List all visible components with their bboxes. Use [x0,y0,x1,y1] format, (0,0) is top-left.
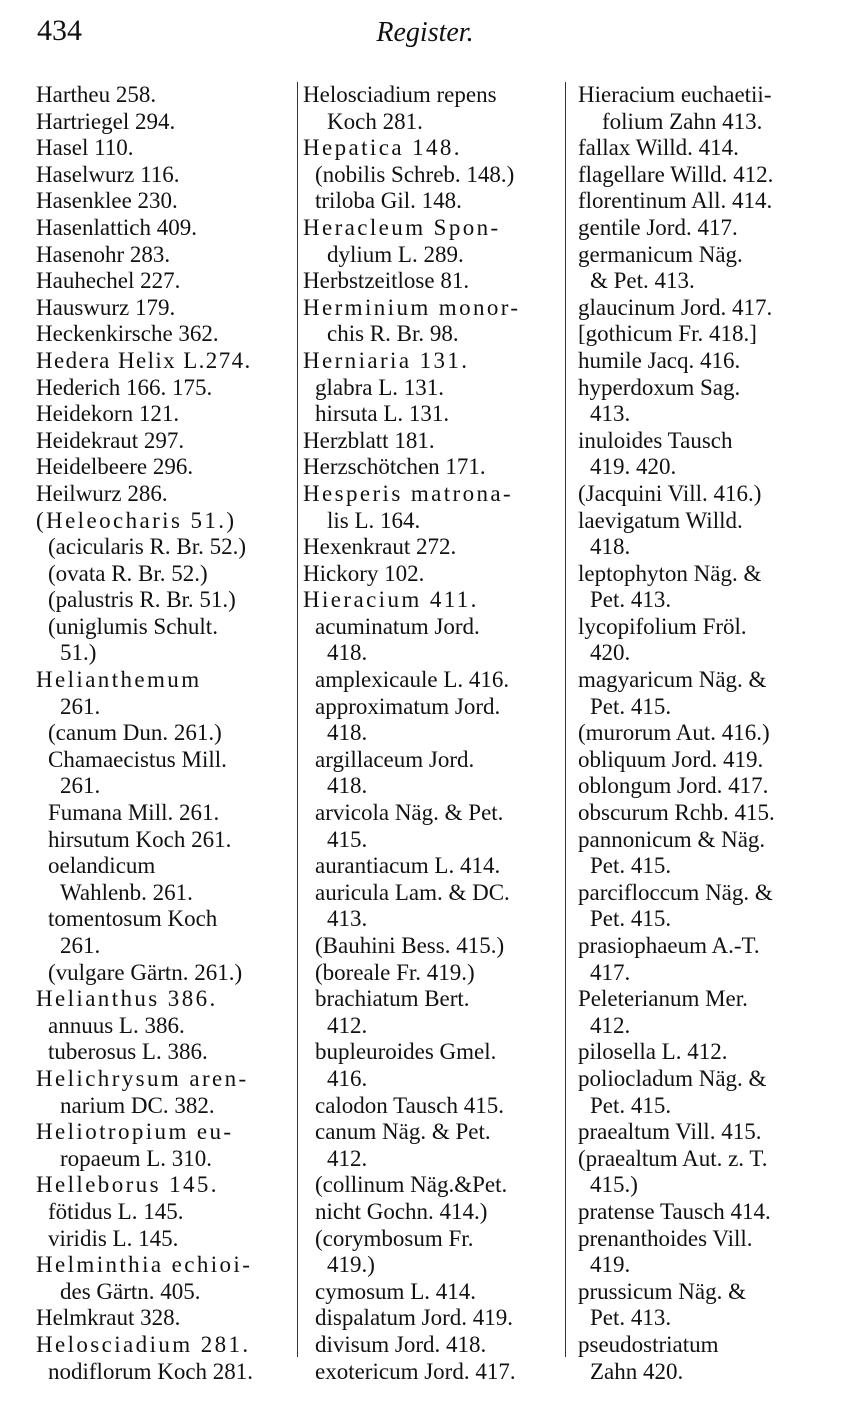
index-entry: brachiatum Bert. [315,986,470,1012]
index-entry: glaucinum Jord. 417. [578,294,773,320]
index-entry: 261. [60,773,101,799]
index-entry: parcifloccum Näg. & [578,879,773,905]
index-entry: 261. [60,933,101,958]
index-entry: Herminium monor- [303,294,521,320]
index-entry: annuus L. 386. [48,1012,185,1038]
index-entry: gentile Jord. 417. [578,214,738,240]
index-column-1 [36,82,294,1385]
index-entry: 418. [327,773,368,799]
index-entry: Helmkraut 328. [36,1305,181,1331]
index-entry: (boreale Fr. 419.) [315,959,475,985]
index-entry: Helosciadium 281. [36,1331,251,1357]
index-entry: glabra L. 131. [315,374,445,400]
index-entry: Hieracium 411. [303,587,479,613]
index-entry: acuminatum Jord. [315,613,480,639]
index-entry: Heidelbeere 296. [36,454,194,480]
index-entry: Heckenkirsche 362. [36,321,219,347]
index-entry: humile Jacq. 416. [578,347,741,373]
index-entry: (palustris R. Br. 51.) [48,587,236,613]
index-entry: (Bauhini Bess. 415.) [315,933,505,958]
index-entry: lis L. 164. [327,507,421,533]
index-entry: Hauhechel 227. [36,268,181,294]
index-entry: Pet. 413. [590,1305,672,1331]
index-entry: 418. [327,720,368,746]
index-entry: Herniaria 131. [303,347,470,373]
index-entry: (uniglumis Schult. [48,613,218,639]
index-entry: Wahlenb. 261. [60,879,193,905]
index-entry: prenanthoides Vill. [578,1225,753,1251]
index-entry: Hesperis matrona- [303,480,514,506]
index-entry: laevigatum Willd. [578,507,743,533]
index-entry: prussicum Näg. & [578,1278,747,1304]
index-entry: oelandicum [48,853,156,879]
index-entry: Heracleum Spon- [303,214,501,240]
index-entry: 412. [327,1145,368,1171]
index-entry: poliocladum Näg. & [578,1065,767,1091]
index-entry: magyaricum Näg. & [578,667,767,693]
index-entry: (vulgare Gärtn. 261.) [48,959,243,985]
index-entry: Heidekorn 121. [36,401,180,427]
index-entry: Heidekraut 297. [36,427,185,453]
index-entry: calodon Tausch 415. [315,1092,504,1118]
index-entry: 420. [590,640,631,666]
index-entry: (corymbosum Fr. [315,1225,474,1251]
index-entry: Helosciadium repens [303,82,497,107]
index-entry: hirsuta L. 131. [315,401,450,427]
index-entry: (Heleocharis 51.) [36,507,237,533]
index-entry: 416. [327,1065,368,1091]
index-entry: [gothicum Fr. 418.] [578,321,757,347]
index-entry: Hedera Helix L.274. [36,347,252,373]
index-entry: Hasenohr 283. [36,241,171,267]
index-entry: obliquum Jord. 419. [578,746,764,772]
index-entry: canum Näg. & Pet. [315,1119,491,1145]
index-entry: Helminthia echioi- [36,1252,253,1278]
index-entry: Helianthemum [36,667,202,693]
index-entry: pseudostriatum [578,1331,719,1357]
running-title: Register. [376,17,474,48]
index-column-2 [303,82,561,1385]
index-entry: 261. [60,693,101,719]
index-entry: Herzschötchen 171. [303,454,486,480]
index-entry: dylium L. 289. [327,241,464,267]
index-entry: ropaeum L. 310. [60,1145,213,1171]
index-entry: pannonicum & Näg. [578,826,766,852]
index-entry: narium DC. 382. [60,1092,215,1118]
index-entry: (collinum Näg.&Pet. [315,1172,508,1198]
index-entry: Zahn 420. [590,1358,684,1384]
index-entry: prasiophaeum A.-T. [578,933,760,958]
index-entry: tomentosum Koch [48,906,218,932]
index-entry: lycopifolium Fröl. [578,613,747,639]
index-column-3 [578,82,840,1385]
index-entry: bupleuroides Gmel. [315,1039,497,1065]
index-entry: Pet. 413. [590,587,672,613]
index-entry: argillaceum Jord. [315,746,475,772]
index-entry: des Gärtn. 405. [60,1278,201,1304]
index-entry: Hauswurz 179. [36,294,176,320]
page-number: 434 [37,14,82,47]
index-entry: folium Zahn 413. [602,108,763,134]
index-entry: 419. [590,1252,631,1278]
index-entry: divisum Jord. 418. [315,1331,487,1357]
index-entry: approximatum Jord. [315,693,501,719]
index-entry: Hasenlattich 409. [36,214,197,240]
index-entry: 412. [327,1012,368,1038]
index-entry: 412. [590,1012,631,1038]
index-entry: flagellare Willd. 412. [578,161,774,187]
index-entry: Hieracium euchaetii- [578,82,772,107]
index-entry: (acicularis R. Br. 52.) [48,534,247,560]
index-entry: 415.) [590,1172,638,1198]
index-entry: germanicum Näg. [578,241,743,267]
index-entry: Hartriegel 294. [36,108,176,134]
index-entry: Heilwurz 286. [36,480,168,506]
index-entry: hirsutum Koch 261. [48,826,232,852]
column-divider-2 [565,82,566,1357]
index-entry: 418. [590,534,631,560]
index-entry: 413. [327,906,368,932]
index-entry: Fumana Mill. 261. [48,800,220,826]
index-entry: 51.) [60,640,97,666]
index-entry: 415. [327,826,368,852]
index-entry: oblongum Jord. 417. [578,773,769,799]
index-entry: Hederich 166. 175. [36,374,213,400]
index-entry: Peleterianum Mer. [578,986,748,1012]
index-entry: amplexicaule L. 416. [315,667,510,693]
index-entry: viridis L. 145. [48,1225,179,1251]
index-entry: 419.) [327,1252,375,1278]
index-entry: obscurum Rchb. 415. [578,800,775,826]
index-entry: hyperdoxum Sag. [578,374,741,400]
index-entry: 418. [327,640,368,666]
index-entry: tuberosus L. 386. [48,1039,208,1065]
index-entry: Helleborus 145. [36,1172,219,1198]
index-entry: Hasenklee 230. [36,188,178,214]
index-entry: Hepatica 148. [303,135,462,161]
index-entry: Chamaecistus Mill. [48,746,227,772]
index-entry: (ovata R. Br. 52.) [48,560,208,586]
index-entry: chis R. Br. 98. [327,321,459,347]
index-entry: triloba Gil. 148. [315,188,462,214]
index-entry: 417. [590,959,631,985]
index-entry: Koch 281. [327,108,423,134]
index-entry: Pet. 415. [590,1092,672,1118]
index-entry: florentinum All. 414. [578,188,773,214]
index-entry: (canum Dun. 261.) [48,720,222,746]
index-entry: exotericum Jord. 417. [315,1358,516,1384]
index-entry: Haselwurz 116. [36,161,180,187]
index-entry: cymosum L. 414. [315,1278,476,1304]
index-entry: Hickory 102. [303,560,425,586]
index-entry: fötidus L. 145. [48,1198,184,1224]
index-entry: Hexenkraut 272. [303,534,457,560]
index-entry: 419. 420. [590,454,677,480]
index-entry: dispalatum Jord. 419. [315,1305,514,1331]
index-entry: arvicola Näg. & Pet. [315,800,504,826]
index-entry: (murorum Aut. 416.) [578,720,770,746]
index-entry: Helianthus 386. [36,986,218,1012]
index-entry: pilosella L. 412. [578,1039,728,1065]
index-entry: inuloides Tausch [578,427,733,453]
index-entry: Pet. 415. [590,693,672,719]
index-entry: pratense Tausch 414. [578,1198,771,1224]
index-entry: Herzblatt 181. [303,427,435,453]
index-entry: Hasel 110. [36,135,134,161]
index-entry: Pet. 415. [590,853,672,879]
index-entry: (nobilis Schreb. 148.) [315,161,515,187]
index-entry: 413. [590,401,631,427]
index-entry: (praealtum Aut. z. T. [578,1145,768,1171]
index-entry: leptophyton Näg. & [578,560,762,586]
index-entry: fallax Willd. 414. [578,135,739,161]
index-entry: Pet. 415. [590,906,672,932]
index-entry: Hartheu 258. [36,82,157,107]
index-entry: (Jacquini Vill. 416.) [578,480,762,506]
index-entry: nicht Gochn. 414.) [315,1198,488,1224]
index-entry: praealtum Vill. 415. [578,1119,762,1145]
index-entry: Herbstzeitlose 81. [303,268,470,294]
index-entry: nodiflorum Koch 281. [48,1358,254,1384]
index-entry: Helichrysum aren- [36,1065,249,1091]
column-divider-1 [297,82,298,1357]
index-entry: & Pet. 413. [590,268,695,294]
index-entry: aurantiacum L. 414. [315,853,501,879]
index-entry: Heliotropium eu- [36,1119,234,1145]
index-entry: auricula Lam. & DC. [315,879,510,905]
